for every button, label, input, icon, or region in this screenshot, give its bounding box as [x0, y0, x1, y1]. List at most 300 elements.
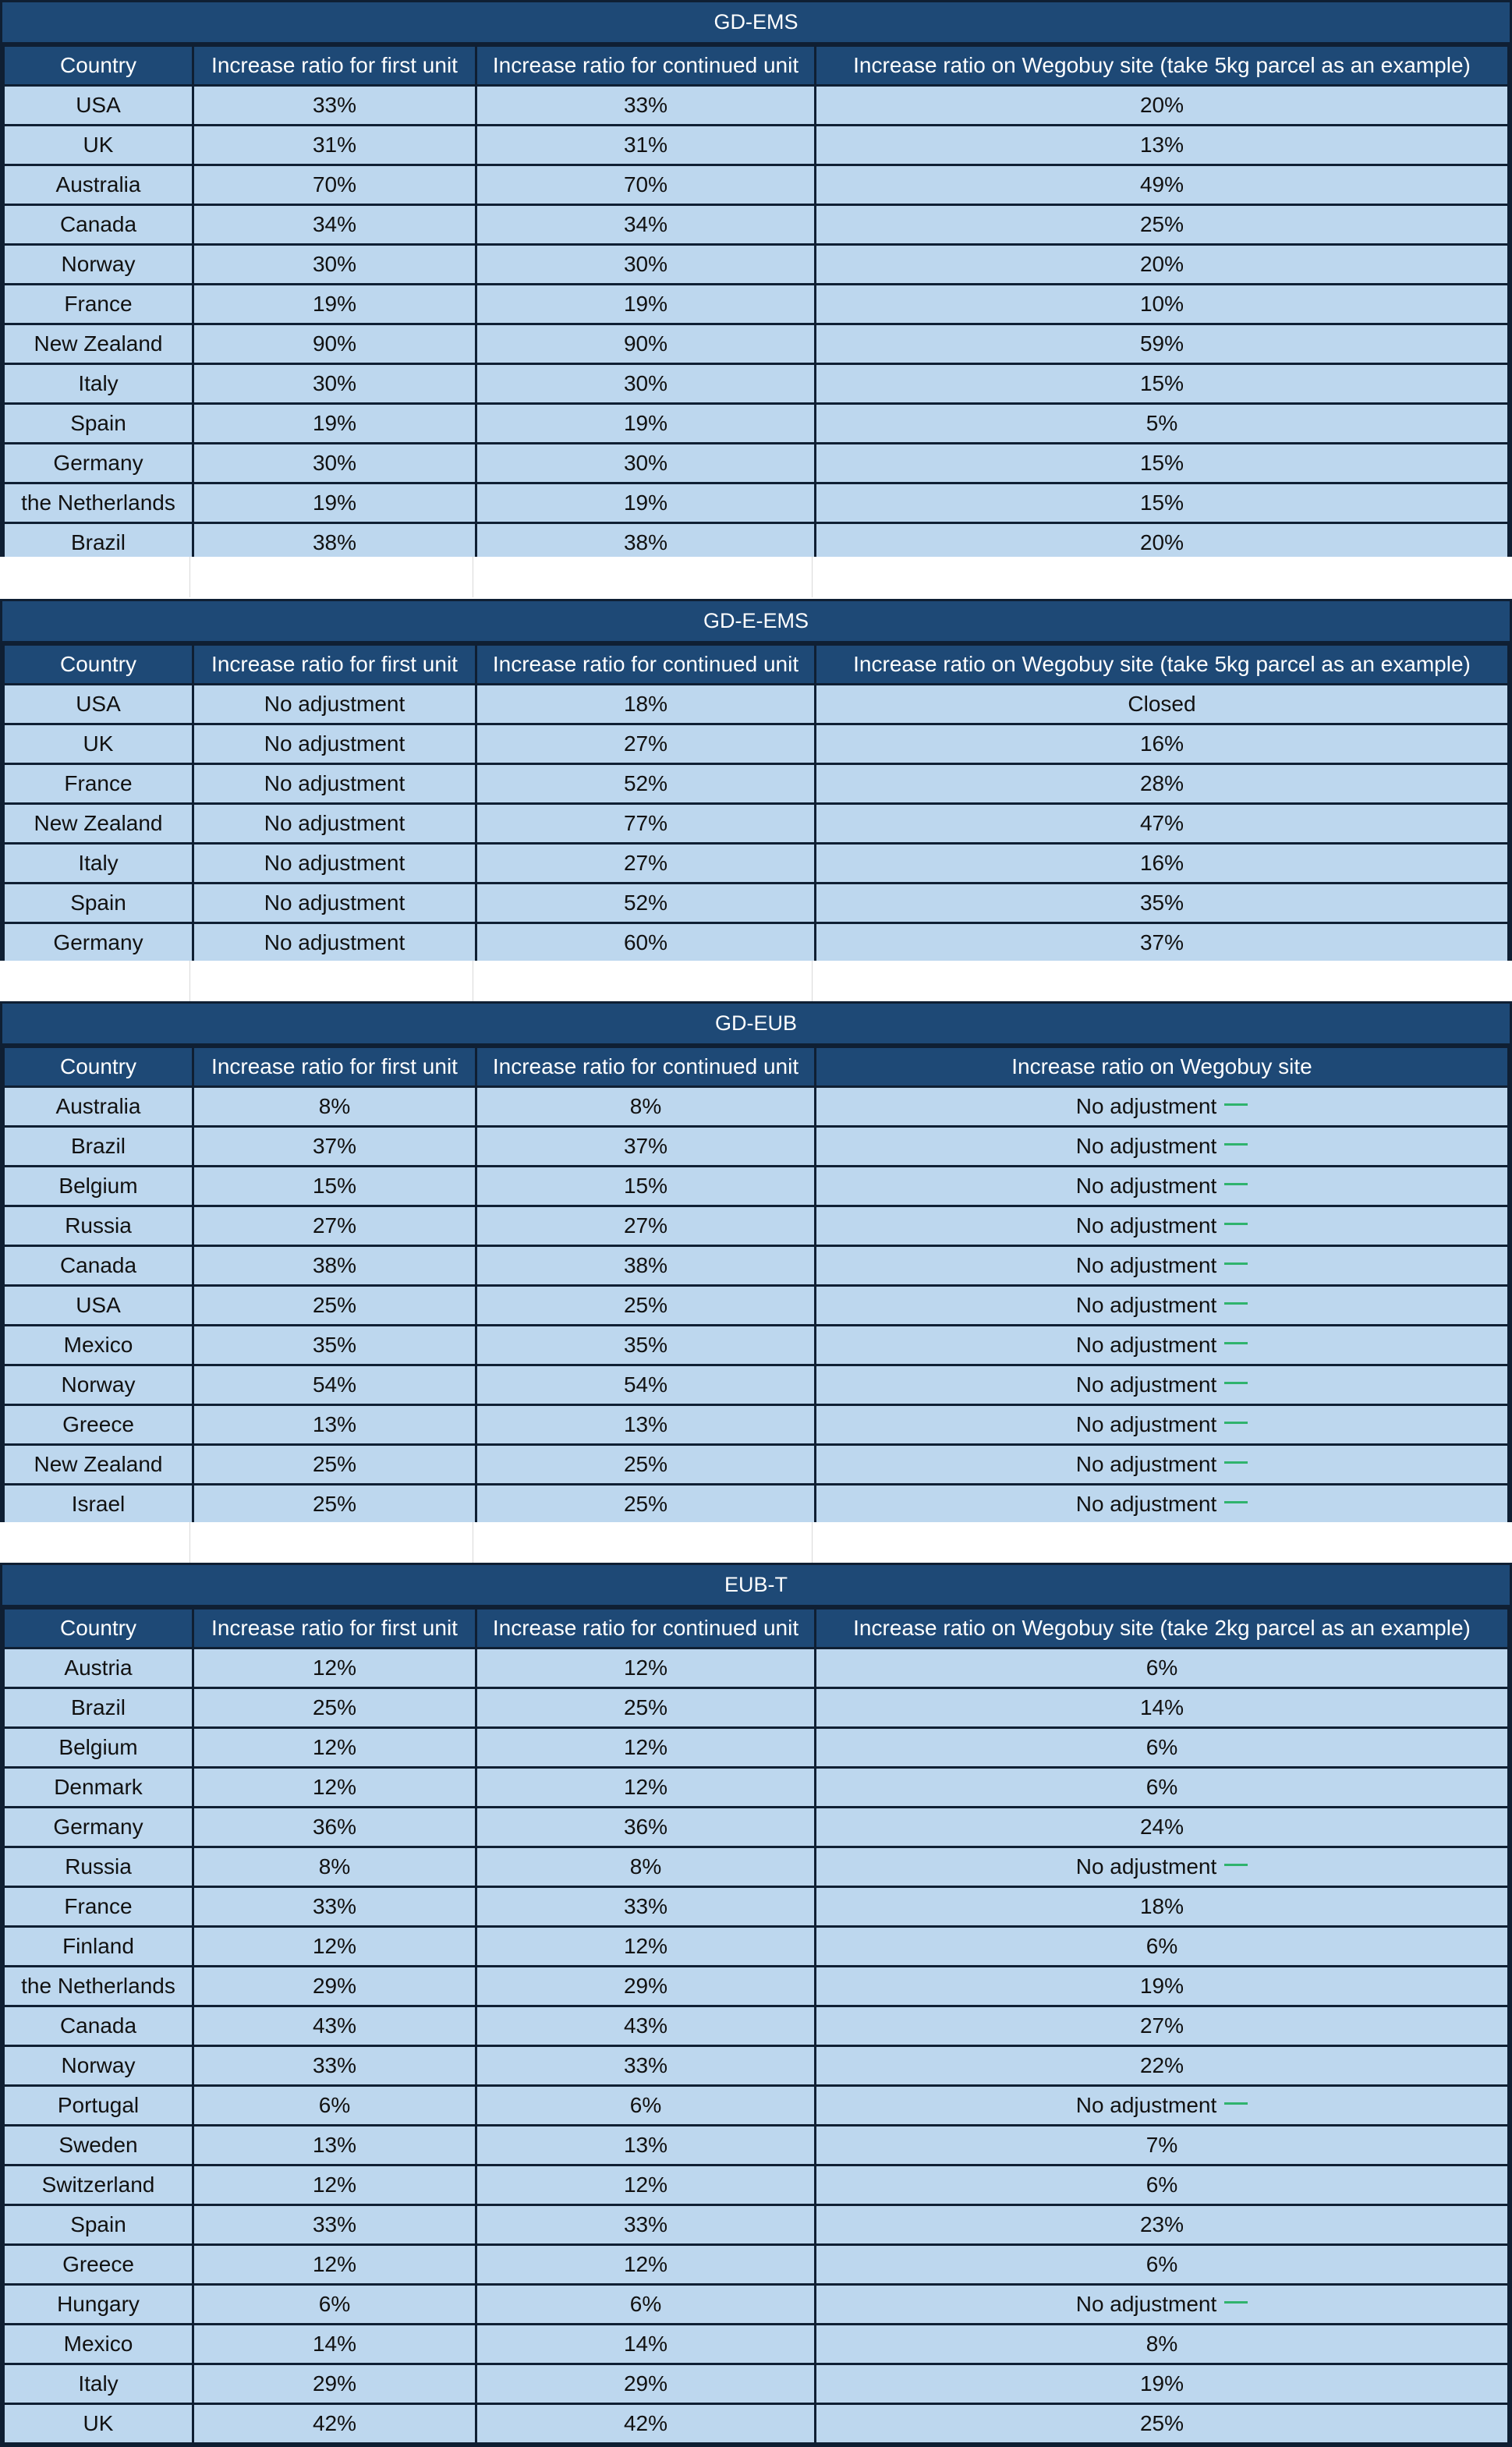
data-table: [2, 643, 1510, 964]
cell-text: 52%: [623, 891, 668, 915]
cell-text: 6%: [1146, 1934, 1178, 1958]
table-section: [0, 1001, 1512, 1528]
cell-text: 19%: [623, 411, 668, 435]
cell-text: 27%: [623, 851, 668, 875]
column-header: Country: [4, 1047, 193, 1087]
cell-text: 29%: [312, 2371, 357, 2396]
table-cell: [193, 2205, 476, 2245]
table-row: [4, 2126, 1509, 2165]
cell-text: Portugal: [57, 2093, 140, 2117]
cell-text: 27%: [623, 731, 668, 756]
gridline: [189, 961, 190, 1001]
table-cell: [193, 324, 476, 364]
table-cell: [816, 2046, 1509, 2086]
dash-mark-icon: [1224, 1342, 1248, 1344]
cell-text: 6%: [629, 2093, 662, 2117]
cell-text: 35%: [1139, 891, 1184, 915]
cell-text: Canada: [59, 2013, 137, 2038]
table-cell: [4, 1365, 193, 1405]
cell-text: 33%: [623, 2212, 668, 2236]
table-cell: [816, 2245, 1509, 2285]
cell-text: 30%: [623, 371, 668, 395]
table-cell: [4, 685, 193, 724]
table-cell: [4, 923, 193, 963]
cell-text: Italy: [78, 2371, 119, 2396]
cell-text: 15%: [1139, 371, 1184, 395]
dash-mark-icon: [1224, 1223, 1248, 1225]
cell-text: Israel: [71, 1492, 126, 1516]
cell-text: USA: [76, 93, 121, 117]
cell-text: 12%: [623, 1735, 668, 1759]
cell-text: 15%: [312, 1174, 357, 1198]
cell-text: 14%: [1139, 1695, 1184, 1719]
column-header: Increase ratio for first unit: [193, 1609, 476, 1648]
cell-text: 12%: [623, 2252, 668, 2276]
section-title: GD-EMS: [2, 2, 1510, 44]
table-cell: [4, 724, 193, 764]
cell-text: 29%: [312, 1974, 357, 1998]
table-cell: [816, 1887, 1509, 1927]
gridline: [812, 1522, 813, 1563]
cell-text: 25%: [312, 1293, 357, 1317]
cell-text: Brazil: [70, 1134, 126, 1158]
table-cell: [816, 685, 1509, 724]
cell-text: 27%: [1139, 2013, 1184, 2038]
table-cell: [193, 1927, 476, 1967]
cell-text: 16%: [1139, 731, 1184, 756]
cell-text: No adjustment: [264, 771, 405, 795]
cell-text: No adjustment: [1075, 1253, 1217, 1277]
header-row: [4, 46, 1509, 86]
data-table: [2, 1607, 1510, 2445]
table-cell: [193, 1485, 476, 1525]
cell-text: UK: [83, 731, 114, 756]
table-cell: [193, 404, 476, 444]
table-cell: [193, 2325, 476, 2364]
cell-text: 29%: [623, 2371, 668, 2396]
table-cell: [476, 1286, 816, 1326]
table-cell: [476, 324, 816, 364]
table-row: [4, 1808, 1509, 1847]
table-cell: [816, 1405, 1509, 1445]
table-cell: [476, 1927, 816, 1967]
column-header: Country: [4, 1609, 193, 1648]
cell-text: 12%: [623, 1656, 668, 1680]
table-cell: [4, 1887, 193, 1927]
cell-text: 24%: [1139, 1815, 1184, 1839]
cell-text: Germany: [53, 451, 143, 475]
table-row: [4, 1967, 1509, 2006]
cell-text: 42%: [312, 2411, 357, 2435]
cell-text: 5%: [1146, 411, 1178, 435]
column-header: Country: [4, 46, 193, 86]
table-cell: [193, 844, 476, 884]
cell-text: No adjustment: [1075, 2093, 1217, 2117]
cell-text: Mexico: [63, 2332, 133, 2356]
cell-text: 13%: [1139, 133, 1184, 157]
table-cell: [476, 685, 816, 724]
table-cell: [193, 2285, 476, 2325]
table-row: [4, 86, 1509, 126]
table-cell: [476, 1087, 816, 1127]
table-cell: [816, 165, 1509, 205]
cell-text: 20%: [1139, 530, 1184, 554]
table-cell: [816, 724, 1509, 764]
table-row: [4, 205, 1509, 245]
cell-text: 20%: [1139, 252, 1184, 276]
table-cell: [193, 285, 476, 324]
cell-text: 6%: [1146, 1656, 1178, 1680]
cell-text: Australia: [55, 1094, 141, 1118]
cell-text: 33%: [623, 2053, 668, 2077]
table-cell: [476, 844, 816, 884]
cell-text: 33%: [312, 93, 357, 117]
table-row: [4, 1326, 1509, 1365]
cell-text: New Zealand: [34, 811, 163, 835]
gridline: [812, 557, 813, 597]
table-cell: [193, 1405, 476, 1445]
table-row: [4, 1167, 1509, 1206]
cell-text: Greece: [62, 2252, 134, 2276]
cell-text: 19%: [623, 292, 668, 316]
cell-text: Switzerland: [41, 2173, 155, 2197]
table-cell: [193, 1365, 476, 1405]
dash-mark-icon: [1224, 2102, 1248, 2105]
table-cell: [816, 764, 1509, 804]
cell-text: 8%: [318, 1854, 351, 1879]
cell-text: 31%: [312, 133, 357, 157]
table-row: [4, 1927, 1509, 1967]
table-cell: [193, 364, 476, 404]
column-header: Increase ratio for first unit: [193, 46, 476, 86]
cell-text: 77%: [623, 811, 668, 835]
table-cell: [476, 444, 816, 483]
cell-text: Finland: [62, 1934, 134, 1958]
cell-text: 13%: [312, 1412, 357, 1436]
cell-text: 38%: [623, 530, 668, 554]
table-cell: [4, 844, 193, 884]
cell-text: New Zealand: [34, 1452, 163, 1476]
cell-text: No adjustment: [1075, 2292, 1217, 2316]
cell-text: Russia: [65, 1854, 132, 1879]
cell-text: 19%: [623, 490, 668, 515]
cell-text: France: [64, 292, 133, 316]
cell-text: UK: [83, 133, 114, 157]
table-cell: [4, 1246, 193, 1286]
table-cell: [476, 1847, 816, 1887]
table-cell: [476, 1326, 816, 1365]
table-row: [4, 126, 1509, 165]
cell-text: No adjustment: [1075, 1134, 1217, 1158]
dash-mark-icon: [1224, 2301, 1248, 2304]
cell-text: 12%: [312, 1775, 357, 1799]
table-cell: [4, 804, 193, 844]
section-title: GD-E-EMS: [2, 601, 1510, 643]
table-cell: [4, 1286, 193, 1326]
cell-text: 23%: [1139, 2212, 1184, 2236]
header-row: [4, 1609, 1509, 1648]
table-cell: [193, 205, 476, 245]
table-cell: [476, 205, 816, 245]
cell-text: Norway: [61, 2053, 136, 2077]
table-cell: [816, 86, 1509, 126]
cell-text: 35%: [312, 1333, 357, 1357]
table-cell: [193, 2364, 476, 2404]
table-cell: [193, 2245, 476, 2285]
table-cell: [476, 2086, 816, 2126]
table-cell: [193, 1808, 476, 1847]
table-section: [0, 599, 1512, 966]
table-cell: [816, 923, 1509, 963]
cell-text: Italy: [78, 371, 119, 395]
cell-text: 8%: [1146, 2332, 1178, 2356]
table-cell: [816, 1927, 1509, 1967]
table-row: [4, 404, 1509, 444]
table-row: [4, 2285, 1509, 2325]
table-cell: [816, 1246, 1509, 1286]
cell-text: No adjustment: [264, 891, 405, 915]
cell-text: 59%: [1139, 331, 1184, 356]
table-row: [4, 444, 1509, 483]
table-row: [4, 1768, 1509, 1808]
cell-text: 12%: [623, 2173, 668, 2197]
cell-text: 18%: [1139, 1894, 1184, 1918]
table-cell: [476, 1808, 816, 1847]
table-cell: [816, 2285, 1509, 2325]
cell-text: No adjustment: [1075, 1174, 1217, 1198]
cell-text: 12%: [312, 1735, 357, 1759]
table-cell: [193, 245, 476, 285]
cell-text: 54%: [623, 1372, 668, 1397]
table-cell: [816, 2126, 1509, 2165]
table-cell: [816, 844, 1509, 884]
cell-text: 43%: [312, 2013, 357, 2038]
table-cell: [193, 1967, 476, 2006]
table-cell: [4, 483, 193, 523]
table-row: [4, 1365, 1509, 1405]
table-cell: [476, 2325, 816, 2364]
table-cell: [193, 165, 476, 205]
table-cell: [193, 1127, 476, 1167]
table-cell: [816, 2086, 1509, 2126]
table-cell: [193, 804, 476, 844]
cell-text: USA: [76, 692, 121, 716]
gridline: [189, 557, 190, 597]
table-cell: [193, 724, 476, 764]
table-row: [4, 724, 1509, 764]
table-cell: [476, 2006, 816, 2046]
table-cell: [193, 483, 476, 523]
table-cell: [476, 1648, 816, 1688]
table-cell: [4, 2046, 193, 2086]
cell-text: 30%: [623, 451, 668, 475]
cell-text: Norway: [61, 1372, 136, 1397]
table-cell: [4, 1808, 193, 1847]
table-cell: [816, 1967, 1509, 2006]
table-cell: [4, 2086, 193, 2126]
table-row: [4, 1445, 1509, 1485]
table-cell: [816, 1445, 1509, 1485]
dash-mark-icon: [1224, 1143, 1248, 1146]
table-cell: [193, 1206, 476, 1246]
table-cell: [193, 1768, 476, 1808]
table-cell: [816, 245, 1509, 285]
table-cell: [4, 1648, 193, 1688]
cell-text: 25%: [312, 1695, 357, 1719]
table-cell: [476, 2364, 816, 2404]
table-row: [4, 884, 1509, 923]
table-cell: [4, 1087, 193, 1127]
cell-text: 35%: [623, 1333, 668, 1357]
table-row: [4, 1847, 1509, 1887]
table-cell: [476, 804, 816, 844]
cell-text: 25%: [623, 1452, 668, 1476]
table-row: [4, 324, 1509, 364]
column-header: Increase ratio for continued unit: [476, 1047, 816, 1087]
cell-text: the Netherlands: [21, 1974, 175, 1998]
cell-text: 15%: [1139, 490, 1184, 515]
cell-text: 29%: [623, 1974, 668, 1998]
table-cell: [4, 764, 193, 804]
table-cell: [193, 1326, 476, 1365]
table-row: [4, 2404, 1509, 2444]
table-cell: [4, 884, 193, 923]
table-cell: [4, 1167, 193, 1206]
cell-text: 19%: [312, 411, 357, 435]
table-cell: [816, 205, 1509, 245]
table-cell: [816, 1087, 1509, 1127]
table-cell: [476, 2046, 816, 2086]
table-cell: [4, 2006, 193, 2046]
dash-mark-icon: [1224, 1262, 1248, 1265]
cell-text: 14%: [623, 2332, 668, 2356]
cell-text: No adjustment: [1075, 1412, 1217, 1436]
cell-text: Austria: [64, 1656, 133, 1680]
table-cell: [4, 1728, 193, 1768]
table-row: [4, 1286, 1509, 1326]
table-cell: [476, 126, 816, 165]
column-header: Increase ratio on Wegobuy site (take 5kg parcel as an example): [816, 645, 1509, 685]
cell-text: Closed: [1128, 692, 1196, 716]
table-cell: [476, 1445, 816, 1485]
cell-text: 30%: [312, 371, 357, 395]
table-cell: [476, 364, 816, 404]
cell-text: 30%: [312, 451, 357, 475]
table-row: [4, 685, 1509, 724]
table-cell: [476, 1728, 816, 1768]
table-row: [4, 1246, 1509, 1286]
cell-text: 60%: [623, 930, 668, 954]
cell-text: 37%: [1139, 930, 1184, 954]
table-cell: [476, 764, 816, 804]
table-cell: [816, 404, 1509, 444]
table-row: [4, 2006, 1509, 2046]
column-header: Country: [4, 645, 193, 685]
cell-text: 90%: [623, 331, 668, 356]
table-row: [4, 2245, 1509, 2285]
dash-mark-icon: [1224, 1422, 1248, 1424]
table-row: [4, 364, 1509, 404]
cell-text: Brazil: [70, 1695, 126, 1719]
cell-text: 36%: [623, 1815, 668, 1839]
table-cell: [816, 1326, 1509, 1365]
table-cell: [193, 884, 476, 923]
cell-text: Belgium: [58, 1174, 138, 1198]
section-title: EUB-T: [2, 1565, 1510, 1607]
dash-mark-icon: [1224, 1302, 1248, 1305]
table-cell: [476, 245, 816, 285]
table-cell: [816, 1808, 1509, 1847]
table-cell: [4, 2404, 193, 2444]
table-cell: [476, 285, 816, 324]
table-cell: [193, 444, 476, 483]
table-cell: [816, 1127, 1509, 1167]
cell-text: 33%: [312, 2053, 357, 2077]
table-cell: [193, 923, 476, 963]
table-cell: [816, 1286, 1509, 1326]
table-row: [4, 1405, 1509, 1445]
cell-text: Belgium: [58, 1735, 138, 1759]
cell-text: 25%: [312, 1492, 357, 1516]
cell-text: Italy: [78, 851, 119, 875]
table-section: [0, 0, 1512, 566]
cell-text: 13%: [623, 1412, 668, 1436]
cell-text: No adjustment: [264, 692, 405, 716]
cell-text: 15%: [623, 1174, 668, 1198]
cell-text: No adjustment: [1075, 1854, 1217, 1879]
cell-text: 34%: [312, 212, 357, 236]
cell-text: 36%: [312, 1815, 357, 1839]
cell-text: 14%: [312, 2332, 357, 2356]
cell-text: 70%: [312, 172, 357, 197]
table-cell: [816, 1167, 1509, 1206]
table-row: [4, 2086, 1509, 2126]
table-row: [4, 245, 1509, 285]
column-header: Increase ratio for continued unit: [476, 46, 816, 86]
cell-text: 6%: [318, 2292, 351, 2316]
table-row: [4, 2325, 1509, 2364]
column-header: Increase ratio on Wegobuy site (take 2kg parcel as an example): [816, 1609, 1509, 1648]
cell-text: No adjustment: [1075, 1372, 1217, 1397]
dash-mark-icon: [1224, 1461, 1248, 1464]
cell-text: 38%: [312, 1253, 357, 1277]
cell-text: 6%: [318, 2093, 351, 2117]
table-cell: [193, 1246, 476, 1286]
cell-text: Mexico: [63, 1333, 133, 1357]
cell-text: Greece: [62, 1412, 134, 1436]
cell-text: Germany: [53, 930, 143, 954]
cell-text: 37%: [623, 1134, 668, 1158]
table-cell: [193, 2006, 476, 2046]
cell-text: 12%: [312, 1656, 357, 1680]
table-cell: [193, 1728, 476, 1768]
cell-text: No adjustment: [1075, 1492, 1217, 1516]
dash-mark-icon: [1224, 1864, 1248, 1866]
cell-text: Sweden: [58, 2133, 138, 2157]
cell-text: 33%: [312, 1894, 357, 1918]
cell-text: 52%: [623, 771, 668, 795]
table-cell: [4, 1967, 193, 2006]
table-row: [4, 2046, 1509, 2086]
table-row: [4, 1728, 1509, 1768]
cell-text: 33%: [623, 93, 668, 117]
cell-text: 19%: [312, 490, 357, 515]
table-cell: [476, 1768, 816, 1808]
table-row: [4, 1688, 1509, 1728]
table-cell: [4, 126, 193, 165]
table-cell: [4, 364, 193, 404]
cell-text: 8%: [629, 1094, 662, 1118]
